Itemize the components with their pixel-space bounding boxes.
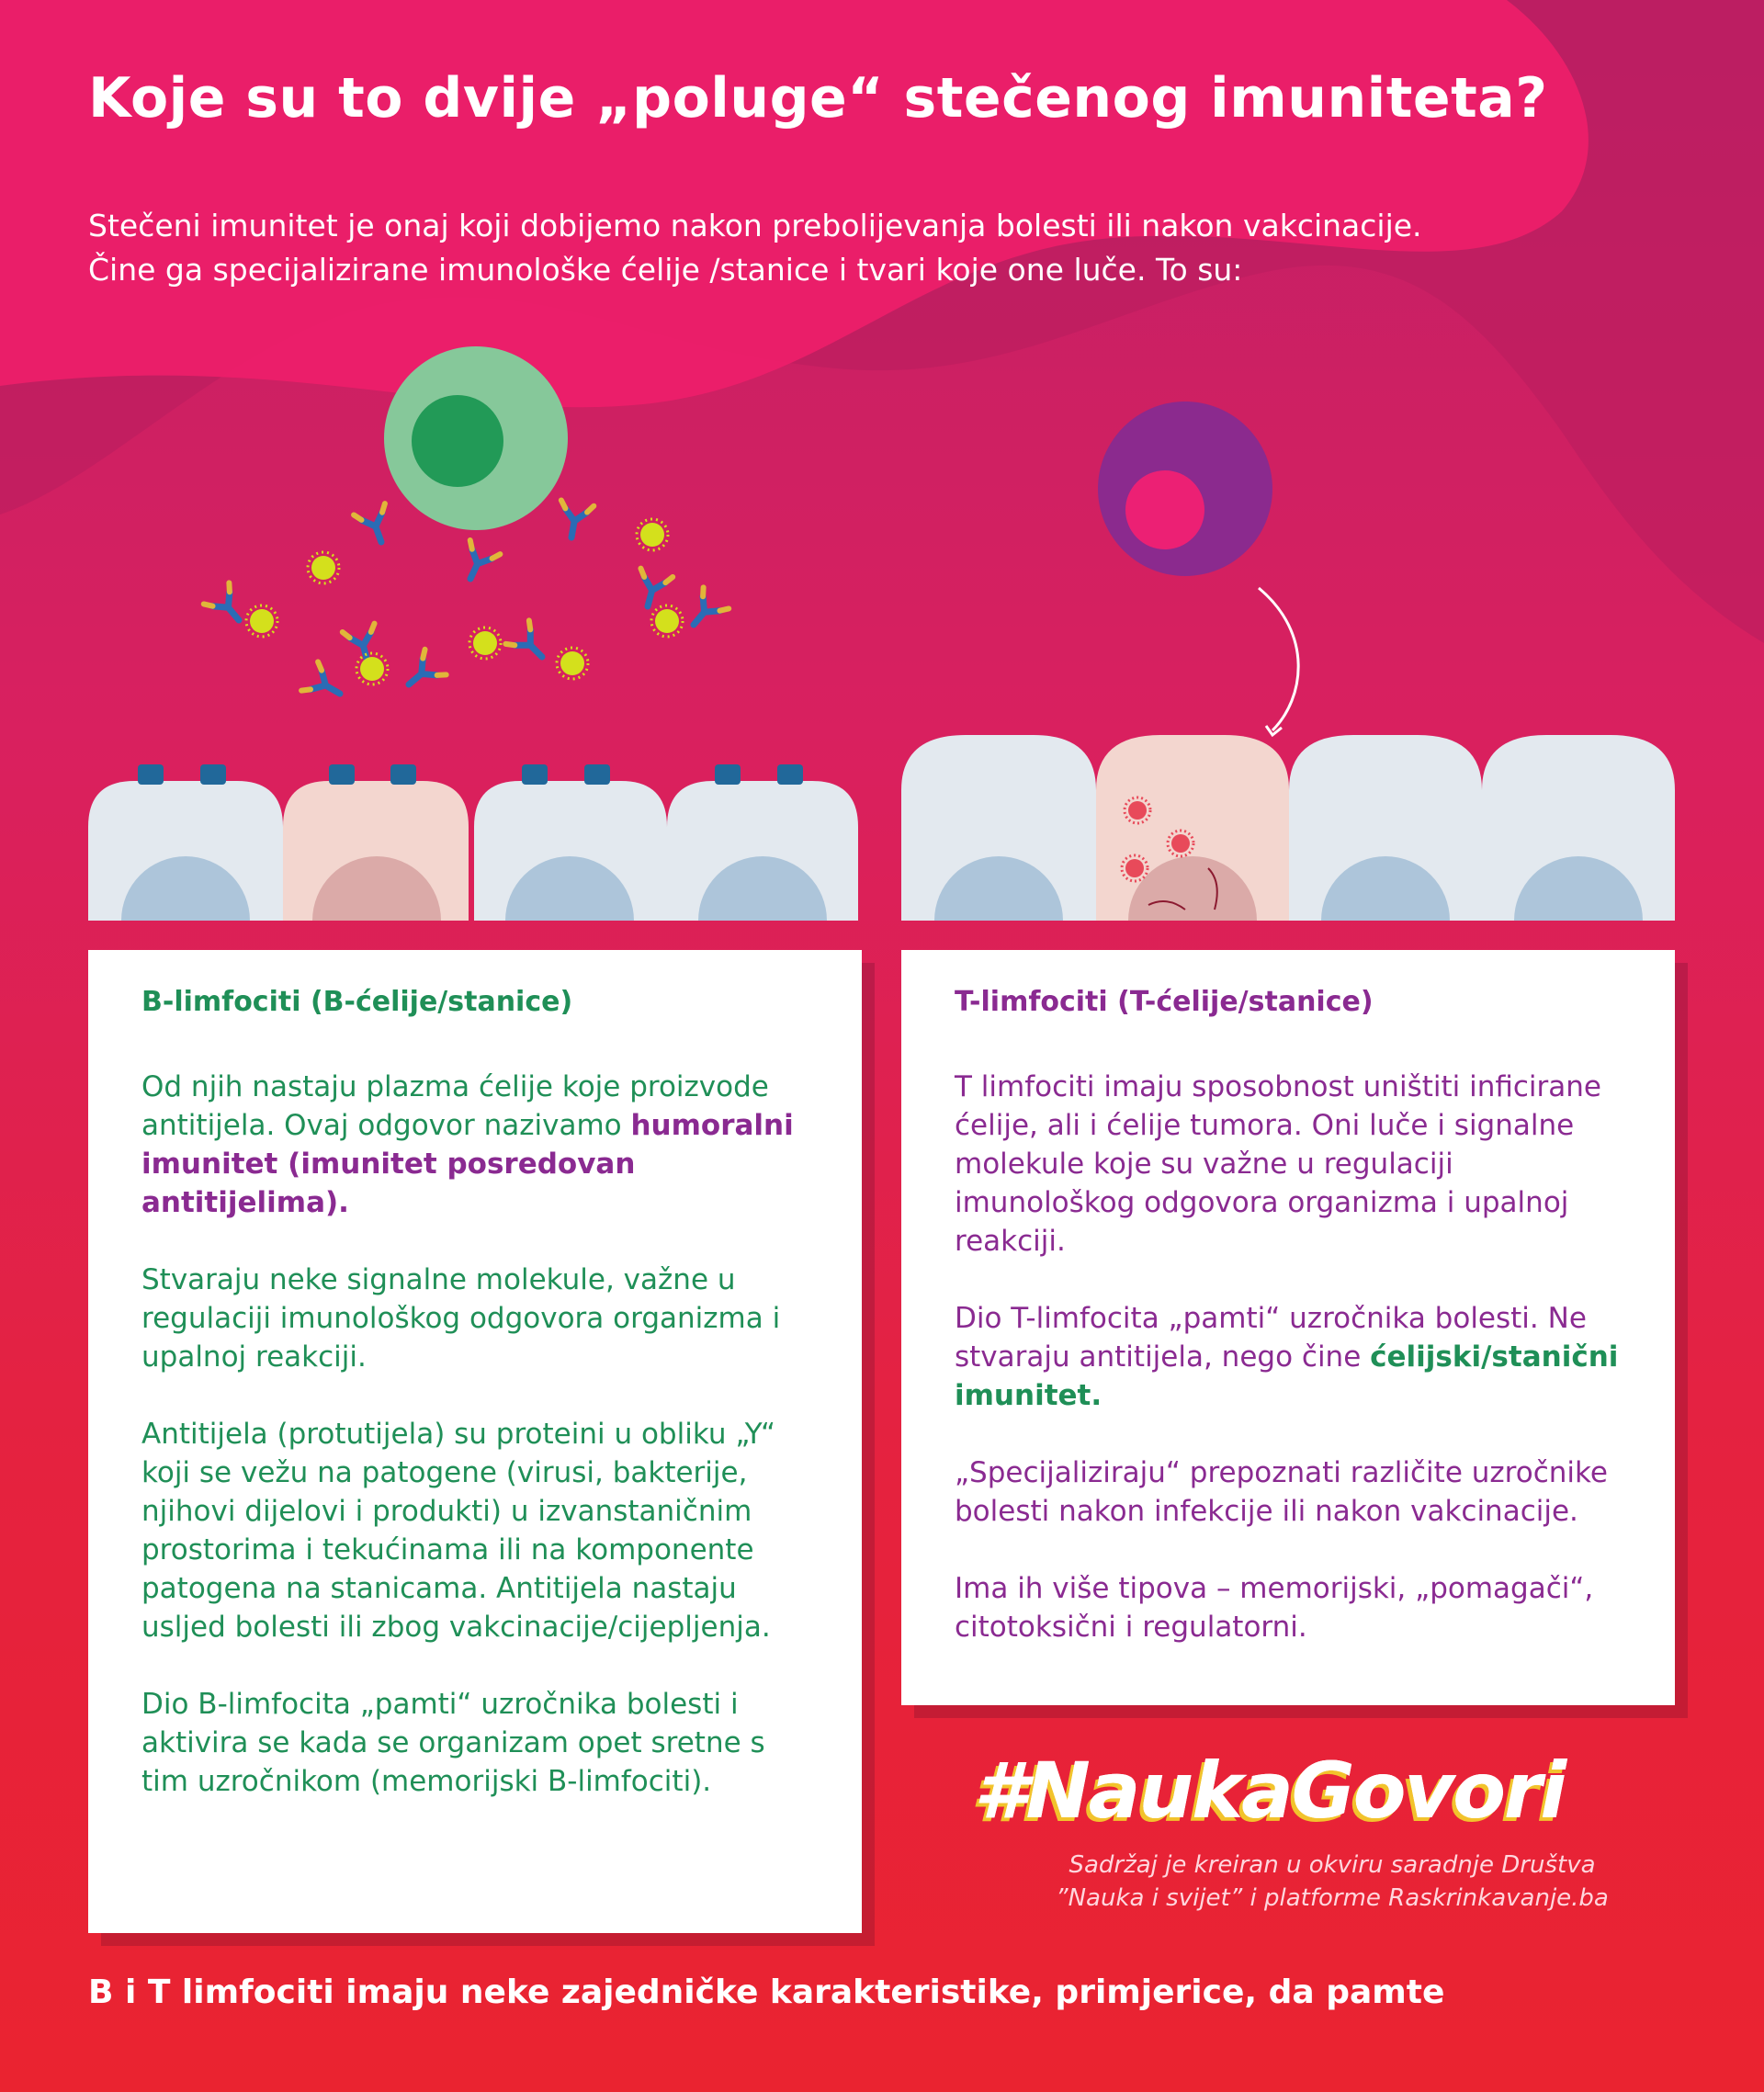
b-tissue-cells (88, 764, 858, 921)
credit-text (974, 1849, 1690, 1915)
arrow-icon (1259, 588, 1298, 730)
b-card-paragraph-1 (141, 1068, 810, 1222)
b-card-heading: B-limfociti (B-ćelije/stanice) (141, 986, 573, 1018)
b-lymphocytes-card (88, 950, 862, 1933)
b-card-p1-highlight: humoralni imunitet (imunitet posredovan antitijelima). (141, 1109, 794, 1219)
footer-text: B i T limfociti imaju neke zajedničke karakteristike, primjerice, da pamte (88, 1973, 1445, 2011)
t-cell-icon (1098, 401, 1272, 576)
t-card-heading: T-limfociti (T-ćelije/stanice) (955, 986, 1374, 1018)
intro-line-1: Stečeni imunitet je onaj koji dobijemo nakon prebolijevanja bolesti ili nakon vakcinacije. (88, 208, 1422, 243)
t-card-paragraph-1: T limfociti imaju sposobnost uništiti inficirane ćelije, ali i ćelije tumora. Oni luče i signalne molekule koje su važne u regulaciji imunološkog odgovora organizma i upalnoj reakciji. (955, 1070, 1602, 1258)
t-card-p2-highlight: ćelijski/stanični imunitet. (955, 1340, 1619, 1412)
intro-line-2: Čine ga specijalizirane imunološke ćelije /stanice i tvari koje one luče. To su: (88, 252, 1243, 288)
page-title: Koje su to dvije „poluge“ stečenog imuniteta? (88, 66, 1548, 130)
t-tissue-cells (901, 735, 1675, 921)
b-card-paragraph-3: Antitijela (protutijela) su proteini u obliku „Y“ koji se vežu na patogene (virusi, bakterije, njihovi dijelovi i produkti) u izvanstaničnim prostorima i tekućinama ili na komponente patogena na stanicama. Antitijela nastaju usljed bolesti ili zbog vakcinacije/cijepljenja. (141, 1418, 776, 1644)
b-cell-icon (384, 346, 568, 530)
t-card-p2-text: Dio T-limfocita „pamti“ uzročnika bolesti. Ne stvaraju antitijela, nego čine (955, 1302, 1587, 1374)
nauka-govori-logo (974, 1746, 1617, 1838)
b-card-paragraph-2: Stvaraju neke signalne molekule, važne u regulaciji imunološkog odgovora organizma i upalnoj reakciji. (141, 1263, 781, 1374)
t-lymphocytes-card (901, 950, 1675, 1705)
t-card-paragraph-4: Ima ih više tipova – memorijski, „pomagači“, citotoksični i regulatorni. (955, 1572, 1594, 1644)
b-card-paragraph-4: Dio B-limfocita „pamti“ uzročnika bolesti i aktivira se kada se organizam opet sretne s tim uzročnikom (memorijski B-limfociti). (141, 1688, 765, 1798)
credit-line-1: Sadržaj je kreiran u okviru saradnje Društva (1069, 1851, 1596, 1879)
t-card-paragraph-3: „Specijaliziraju“ prepoznati različite uzročnike bolesti nakon infekcije ili nakon vakcinacije. (955, 1456, 1608, 1528)
credit-line-2: ”Nauka i svijet” i platforme Raskrinkavanje.ba (1056, 1884, 1609, 1912)
logo-text: #NaukaGovori (974, 1746, 1566, 1836)
b-card-p1-text: Od njih nastaju plazma ćelije koje proizvode antitijela. Ovaj odgovor nazivamo (141, 1070, 769, 1142)
immune-illustration (0, 331, 1764, 928)
intro-text (88, 204, 1724, 292)
t-card-paragraph-2 (955, 1299, 1623, 1415)
pathogen-icon (246, 519, 683, 684)
